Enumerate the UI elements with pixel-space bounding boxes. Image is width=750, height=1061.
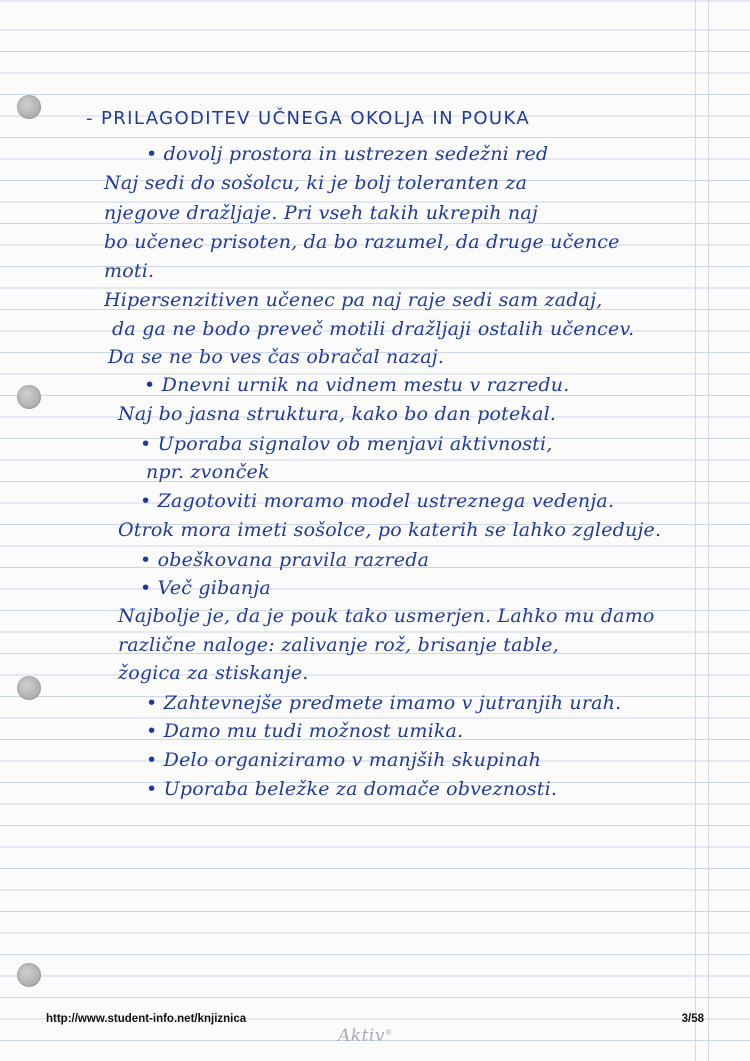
punch-hole-icon [17, 963, 41, 987]
text-line: Najbolje je, da je pouk tako usmerjen. Lahko mu damo [118, 605, 655, 627]
text-line: njegove dražljaje. Pri vseh takih ukrepih naj [104, 202, 538, 224]
text-line: žogica za stiskanje. [118, 662, 309, 684]
brand-name: Aktiv [338, 1026, 385, 1046]
footer-source-url: http://www.student-info.net/knjiznica [46, 1013, 247, 1025]
bullet-item: • Več gibanja [140, 577, 271, 599]
punch-hole-icon [17, 385, 41, 409]
margin-line [695, 0, 696, 1061]
bullet-item: • obeškovana pravila razreda [140, 549, 430, 571]
page-number: 3/58 [681, 1013, 704, 1025]
brand-logo [338, 1026, 392, 1046]
bullet-item: • Delo organiziramo v manjših skupinah [146, 749, 542, 771]
punch-hole-icon [17, 95, 41, 119]
bullet-item: • Uporaba beležke za domače obveznosti. [146, 778, 558, 800]
bullet-item: • Damo mu tudi možnost umika. [146, 720, 464, 742]
text-line: npr. zvonček [146, 461, 270, 483]
text-line: Hipersenzitiven učenec pa naj raje sedi sam zadaj, [104, 289, 603, 311]
bullet-item: • Zahtevnejše predmete imamo v jutranjih urah. [146, 692, 622, 714]
notes-heading: - PRILAGODITEV UČNEGA OKOLJA IN POUKA [86, 108, 531, 129]
text-line: da ga ne bodo preveč motili dražljaji ostalih učencev. [112, 318, 635, 340]
text-line: Da se ne bo ves čas obračal nazaj. [108, 346, 445, 368]
bullet-item: • Uporaba signalov ob menjavi aktivnosti, [140, 433, 553, 455]
text-line: Naj bo jasna struktura, kako bo dan potekal. [118, 403, 557, 425]
margin-line [708, 0, 709, 1061]
punch-hole-icon [17, 676, 41, 700]
registered-mark: ® [384, 1028, 393, 1037]
bullet-item: • Zagotoviti moramo model ustreznega vedenja. [140, 490, 615, 512]
text-line: moti. [104, 260, 155, 282]
text-line: različne naloge: zalivanje rož, brisanje table, [118, 634, 559, 656]
bullet-item: • Dnevni urnik na vidnem mestu v razredu. [144, 374, 570, 396]
text-line: bo učenec prisoten, da bo razumel, da druge učence [104, 231, 620, 253]
text-line: Otrok mora imeti sošolce, po katerih se lahko zgleduje. [118, 519, 662, 541]
bullet-item: • dovolj prostora in ustrezen sedežni red [146, 143, 549, 165]
text-line: Naj sedi do sošolcu, ki je bolj toleranten za [104, 172, 528, 194]
